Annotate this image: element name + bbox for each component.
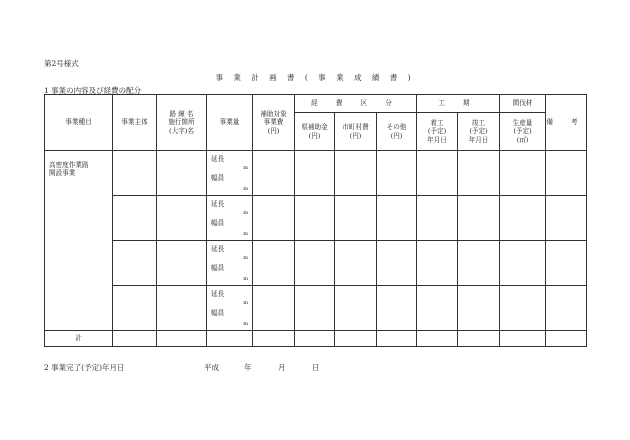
table-row	[45, 196, 587, 241]
header-cost-group: 経 費 区 分	[295, 95, 417, 113]
width-label: 幅員	[211, 174, 225, 182]
amount-cell	[207, 241, 253, 286]
unit-m: m	[243, 321, 248, 327]
header-start-date: 着工 (予定) 年月日	[417, 113, 458, 151]
header-remarks: 備 考	[546, 95, 587, 151]
year-label: 年	[244, 363, 252, 372]
header-production: 生産量 (予定) (㎥)	[500, 113, 546, 151]
header-completion-date: 竣工 (予定) 年月日	[458, 113, 500, 151]
project-plan-table	[44, 94, 587, 347]
unit-m: m	[243, 231, 248, 237]
header-other-cost: その他 (円)	[377, 113, 417, 151]
width-label: 幅員	[211, 264, 225, 272]
era-label: 平成	[204, 363, 219, 372]
amount-cell	[207, 151, 253, 196]
document-title: 事 業 計 画 書 ( 事 業 成 績 書 )	[215, 73, 415, 82]
day-label: 日	[312, 363, 320, 372]
total-row	[45, 331, 587, 347]
length-label: 延長	[211, 155, 225, 163]
unit-m: m	[243, 276, 248, 282]
table-row	[45, 286, 587, 331]
unit-m: m	[243, 255, 248, 261]
total-label: 計	[45, 331, 113, 347]
length-label: 延長	[211, 290, 225, 298]
amount-cell	[207, 286, 253, 331]
header-project-type: 事業種目	[45, 95, 113, 151]
header-project-amount: 事業量	[207, 95, 253, 151]
header-route-name: 路 線 名 施行箇所 (大字)名	[157, 95, 207, 151]
table-row	[45, 241, 587, 286]
project-name-cell: 高密度作業路 開設事業	[45, 151, 113, 331]
width-label: 幅員	[211, 219, 225, 227]
unit-m: m	[243, 300, 248, 306]
length-label: 延長	[211, 245, 225, 253]
header-municipal-cost: 市町村費 (円)	[335, 113, 377, 151]
header-project-entity: 事業主体	[113, 95, 157, 151]
section2-title: 2 事業完了(予定)年月日	[44, 363, 125, 372]
unit-m: m	[243, 186, 248, 192]
table-row	[45, 151, 587, 196]
header-subsidy-cost: 補助対象 事業費 (円)	[253, 95, 295, 151]
month-label: 月	[278, 363, 286, 372]
unit-m: m	[243, 210, 248, 216]
length-label: 延長	[211, 200, 225, 208]
header-thinning-group: 間伐材	[500, 95, 546, 113]
width-label: 幅員	[211, 309, 225, 317]
header-schedule-group: 工 期	[417, 95, 500, 113]
form-number: 第2号様式	[44, 59, 79, 68]
header-pref-subsidy: 県補助金 (円)	[295, 113, 335, 151]
unit-m: m	[243, 165, 248, 171]
amount-cell	[207, 196, 253, 241]
section1-title: 1 事業の内容及び経費の配分	[44, 86, 142, 95]
